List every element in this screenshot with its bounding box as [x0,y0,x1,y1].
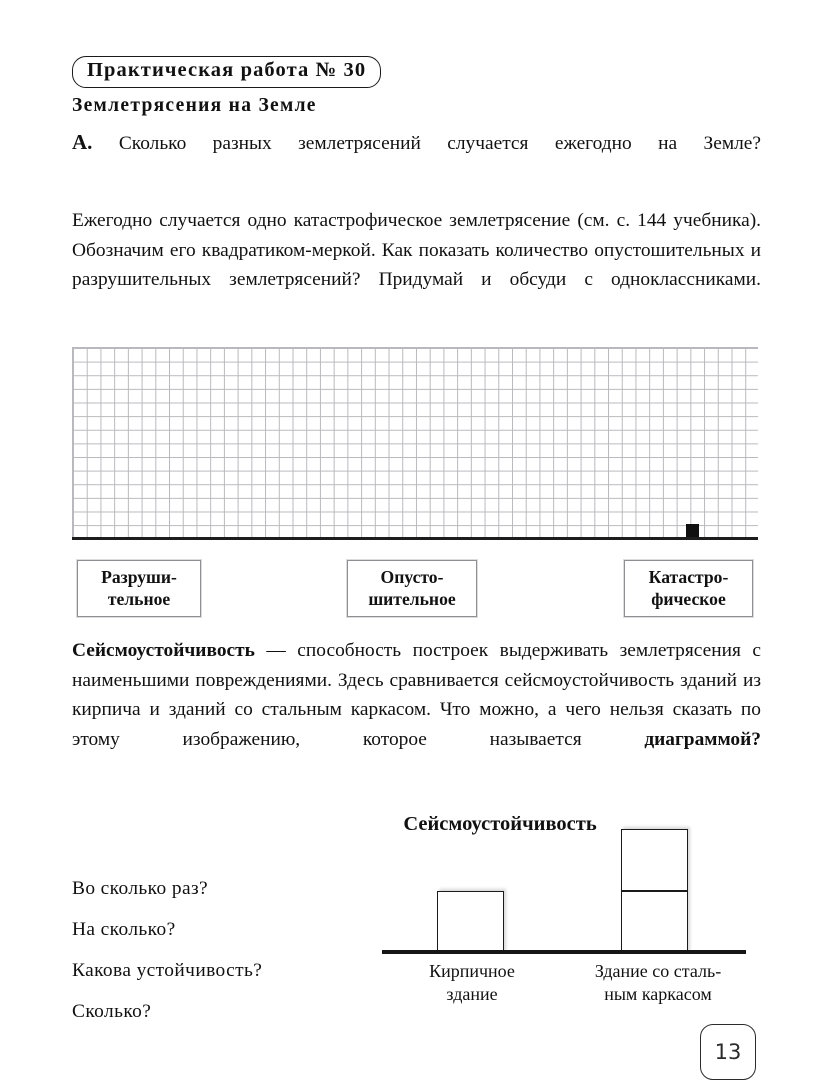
category-label-line1: Катастро- [648,567,729,587]
question-list [72,868,362,1032]
page-number: 13 [714,1040,742,1064]
seismic-definition-paragraph [72,636,761,784]
question-item: Во сколько раз? [72,878,209,899]
task-a-intro: Ежегодно случается одно катастрофическое землетрясение (см. с. 144 учебника). Обозначим его квадратиком-меркой. Как показать количество опустошительных и разрушительных землетрясений? Придумай и обсуди с одноклассниками. [72,210,761,290]
chart-xlabel-line1: Кирпичное [429,961,515,981]
chart-xlabel-line2: здание [446,984,498,1004]
question-item: На сколько? [72,919,176,940]
practical-work-badge: Практическая работа № 30 [72,56,381,88]
chart-bar-steel [621,829,688,953]
chart-xlabel-steel [556,960,760,1006]
unit-square-marker [686,524,699,537]
task-a-marker: А. [72,130,93,154]
chart-xlabel-line1: Здание со сталь- [594,961,722,981]
page-title: Землетрясения на Земле [72,94,317,116]
chart-xlabel-line2: ным каркасом [604,984,712,1004]
diagram-term: диаграммой? [644,728,761,750]
question-item: Сколько? [72,1001,152,1022]
question-item: Какова устойчивость? [72,960,263,981]
category-box-devastating[interactable] [347,560,477,617]
chart-axis-line [382,950,746,954]
category-label-line2: шительное [368,589,456,609]
category-label-line2: фическое [651,589,726,609]
seismic-definition-text: — способность построек выдерживать землетрясения с наименьшими повреждениями. Здесь сравнивается сейсмоустойчивость зданий из кирпича и зданий со стальным каркасом. Что можно, а чего нельзя сказать по этому изображению, которое называется [72,640,761,750]
category-label-line1: Разруши- [101,567,177,587]
chart-title: Сейсмоустойчивость [403,813,597,835]
task-a-question [72,128,761,188]
category-label-line2: тельное [107,589,171,609]
task-a-question-text: Сколько разных землетрясений случается ежегодно на Земле? [118,133,761,154]
chart-bar-brick [437,891,504,953]
seismic-term: Сейсмоустойчивость [72,640,255,661]
chart-bar-divider [622,890,687,892]
category-label-line1: Опусто- [380,567,444,587]
seismic-resistance-chart [370,812,770,1022]
chart-xlabel-brick [398,960,546,1006]
category-box-catastrophic[interactable] [624,560,753,617]
grid-paper[interactable] [72,347,758,538]
chart-plot-area [370,812,770,957]
category-box-destructive[interactable] [77,560,201,617]
worksheet-header [72,56,762,117]
grid-baseline [72,537,758,540]
grid-paper-area[interactable] [72,347,758,538]
page-number-badge [700,1024,756,1080]
